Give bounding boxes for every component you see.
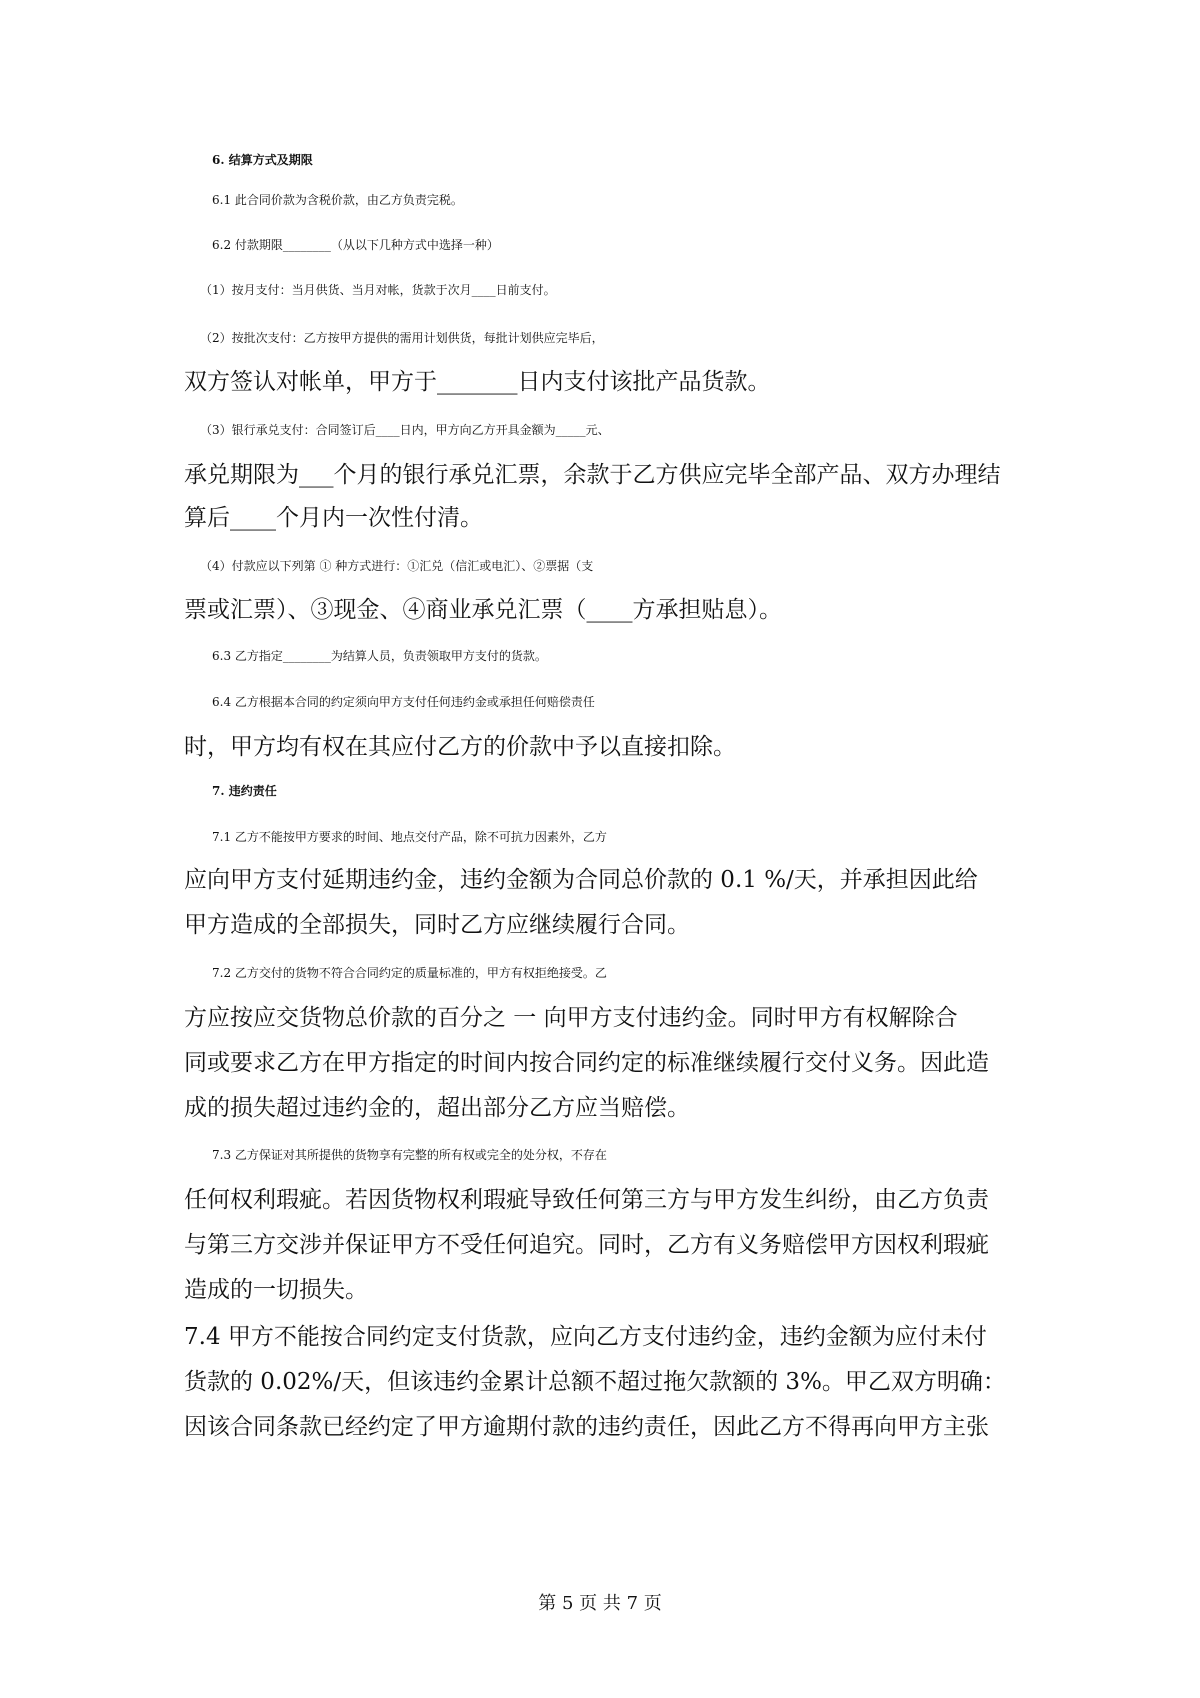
clause-6-4: 6.4 乙方根据本合同的约定须向甲方支付任何违约金或承担任何赔偿责任: [212, 695, 595, 709]
clause-6-3: 6.3 乙方指定________为结算人员，负责领取甲方支付的货款。: [212, 649, 547, 663]
clause-6-4-cont: 时，甲方均有权在其应付乙方的价款中予以直接扣除。: [184, 734, 736, 760]
clause-7-1-cont: 应向甲方支付延期违约金，违约金额为合同总价款的 0.1 %/天，并承担因此给: [184, 867, 978, 893]
section-6-heading: 6. 结算方式及期限: [212, 153, 313, 167]
clause-6-2-option-2-cont: 双方签认对帐单，甲方于_______日内支付该批产品货款。: [184, 369, 771, 395]
clause-7-2: 7.2 乙方交付的货物不符合合同约定的质量标准的，甲方有权拒绝接受。乙: [212, 966, 607, 980]
page-number-footer: 第 5 页 共 7 页: [538, 1593, 662, 1614]
clause-7-4-cont: 货款的 0.02%/天，但该违约金累计总额不超过拖欠款额的 3%。甲乙双方明确：: [184, 1369, 1006, 1395]
clause-7-3: 7.3 乙方保证对其所提供的货物享有完整的所有权或完全的处分权，不存在: [212, 1148, 607, 1162]
clause-7-1-cont: 甲方造成的全部损失，同时乙方应继续履行合同。: [184, 912, 690, 938]
clause-7-2-cont: 成的损失超过违约金的，超出部分乙方应当赔偿。: [184, 1095, 690, 1121]
section-7-heading: 7. 违约责任: [212, 784, 277, 798]
clause-6-2-option-3-cont: 承兑期限为___个月的银行承兑汇票，余款于乙方供应完毕全部产品、双方办理结: [184, 462, 1001, 488]
clause-6-1: 6.1 此合同价款为含税价款，由乙方负责完税。: [212, 193, 463, 207]
clause-7-3-cont: 造成的一切损失。: [184, 1277, 368, 1303]
clause-7-3-cont: 任何权利瑕疵。若因货物权利瑕疵导致任何第三方与甲方发生纠纷，由乙方负责: [184, 1187, 989, 1213]
clause-6-2-option-4: （4）付款应以下列第 ① 种方式进行：①汇兑（信汇或电汇）、②票据（支: [200, 559, 594, 573]
clause-6-2-option-4-cont: 票或汇票）、③现金、④商业承兑汇票（____方承担贴息）。: [184, 597, 782, 623]
clause-7-2-cont: 方应按应交货物总价款的百分之 一 向甲方支付违约金。同时甲方有权解除合: [184, 1005, 958, 1031]
clause-7-1: 7.1 乙方不能按甲方要求的时间、地点交付产品，除不可抗力因素外，乙方: [212, 830, 607, 844]
clause-7-4-cont: 因该合同条款已经约定了甲方逾期付款的违约责任，因此乙方不得再向甲方主张: [184, 1414, 989, 1440]
clause-6-2-option-3: （3）银行承兑支付：合同签订后____日内，甲方向乙方开具金额为_____元、: [200, 423, 610, 437]
clause-6-2: 6.2 付款期限________（从以下几种方式中选择一种）: [212, 238, 499, 252]
clause-7-3-cont: 与第三方交涉并保证甲方不受任何追究。同时，乙方有义务赔偿甲方因权利瑕疵: [184, 1232, 989, 1258]
clause-6-2-option-1: （1）按月支付：当月供货、当月对帐，货款于次月____日前支付。: [200, 283, 556, 297]
clause-6-2-option-3-cont: 算后____个月内一次性付清。: [184, 505, 483, 531]
clause-7-4: 7.4 甲方不能按合同约定支付货款，应向乙方支付违约金，违约金额为应付未付: [184, 1324, 987, 1350]
clause-7-2-cont: 同或要求乙方在甲方指定的时间内按合同约定的标准继续履行交付义务。因此造: [184, 1050, 989, 1076]
clause-6-2-option-2: （2）按批次支付：乙方按甲方提供的需用计划供货，每批计划供应完毕后，: [200, 331, 604, 345]
